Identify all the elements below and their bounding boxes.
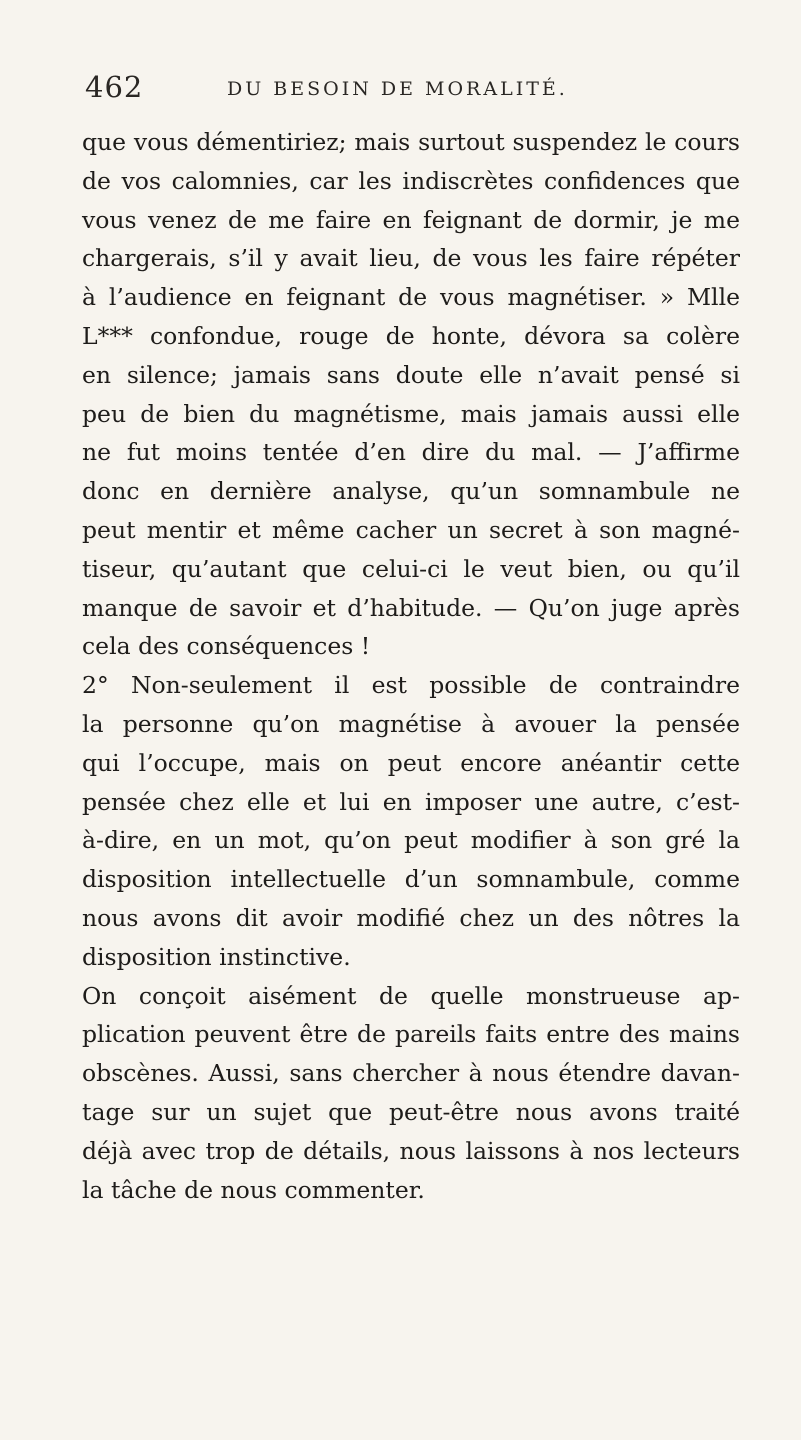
text-line: tage sur un sujet que peut-être nous avons traité <box>82 1097 740 1126</box>
text-line: la personne qu’on magnétise à avouer la pensée <box>82 709 740 738</box>
running-head <box>85 70 725 110</box>
text-line: à-dire, en un mot, qu’on peut modifier à son gré la <box>82 826 740 855</box>
text-line: à l’audience en feignant de vous magnétiser. » Mlle <box>82 283 740 312</box>
text-line: cela des conséquences ! <box>82 632 371 661</box>
text-line: donc en dernière analyse, qu’un somnambule ne <box>82 477 740 506</box>
text-line: en silence; jamais sans doute elle n’avait pensé si <box>82 360 740 389</box>
text-line: On conçoit aisément de quelle monstrueuse ap- <box>82 981 740 1010</box>
text-line: 2° Non-seulement il est possible de contraindre <box>82 671 740 700</box>
text-line: disposition intellectuelle d’un somnambule, comme <box>82 865 740 894</box>
text-line: plication peuvent être de pareils faits entre des mains <box>82 1020 740 1049</box>
text-line: la tâche de nous commenter. <box>82 1175 425 1204</box>
text-line: disposition instinctive. <box>82 942 351 971</box>
text-line: obscènes. Aussi, sans chercher à nous étendre davan- <box>82 1059 740 1088</box>
text-line: ne fut moins tentée d’en dire du mal. — J’affirme <box>82 438 740 467</box>
text-line: chargerais, s’il y avait lieu, de vous les faire répéter <box>82 244 740 273</box>
text-line: déjà avec trop de détails, nous laissons à nos lecteurs <box>82 1136 740 1165</box>
text-line: peu de bien du magnétisme, mais jamais aussi elle <box>82 399 740 428</box>
text-line: qui l’occupe, mais on peut encore anéantir cette <box>82 748 740 777</box>
text-line: vous venez de me faire en feignant de dormir, je me <box>82 205 740 234</box>
text-line: de vos calomnies, car les indiscrètes confidences que <box>82 166 740 195</box>
page-number: 462 <box>85 70 144 104</box>
text-line: manque de savoir et d’habitude. — Qu’on juge après <box>82 593 740 622</box>
text-line: nous avons dit avoir modifié chez un des nôtres la <box>82 903 740 932</box>
text-line: que vous démentiriez; mais surtout suspendez le cours <box>82 128 740 156</box>
running-title: DU BESOIN DE MORALITÉ. <box>227 78 568 100</box>
text-line: peut mentir et même cacher un secret à son magné- <box>82 515 740 544</box>
text-line: L*** confondue, rouge de honte, dévora sa colère <box>82 321 740 350</box>
body-text <box>82 123 742 1209</box>
text-line: tiseur, qu’autant que celui-ci le veut bien, ou qu’il <box>82 554 740 583</box>
text-line: pensée chez elle et lui en imposer une autre, c’est- <box>82 787 740 816</box>
